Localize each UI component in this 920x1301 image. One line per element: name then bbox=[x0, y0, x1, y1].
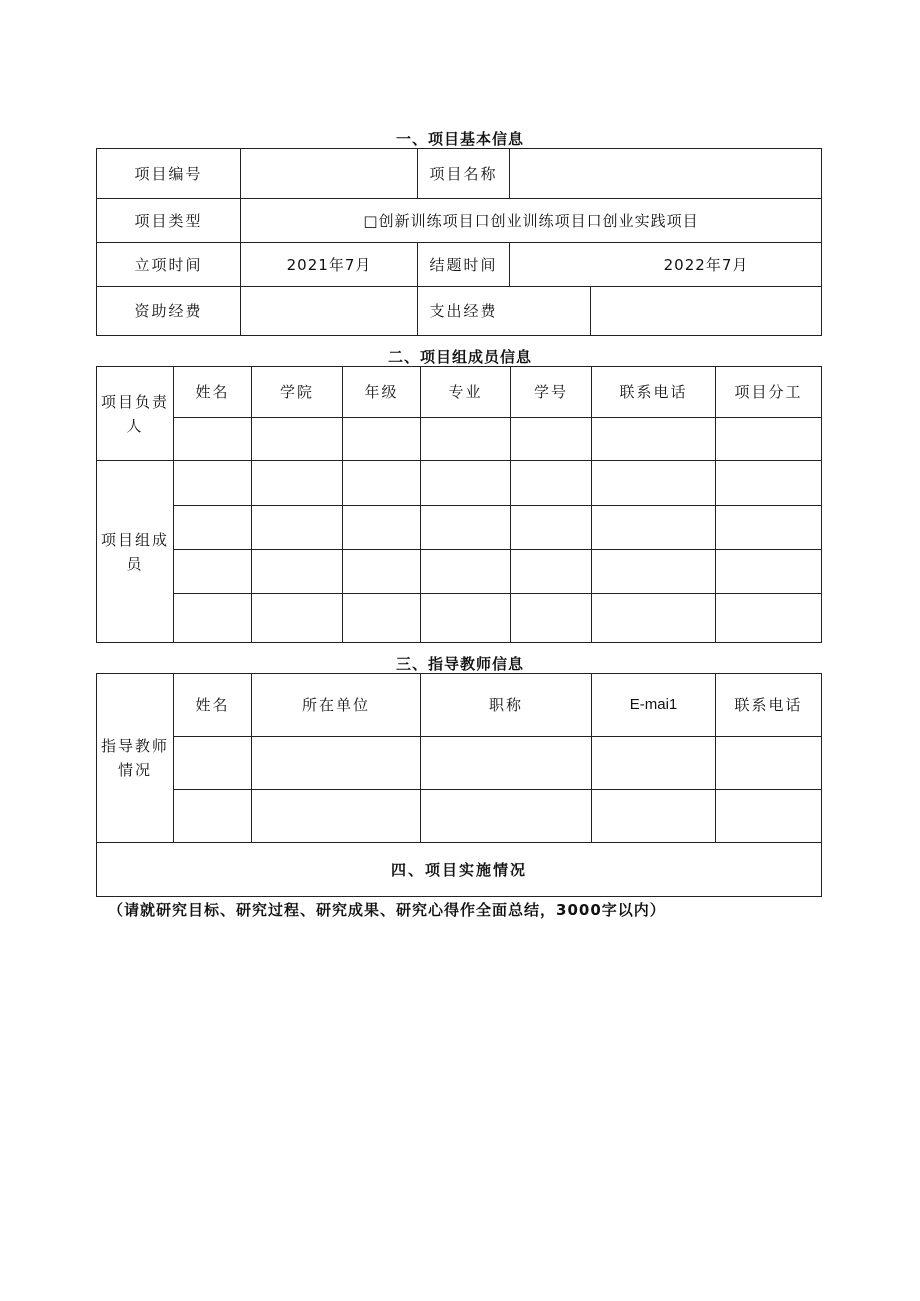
column-header-phone: 联系电话 bbox=[716, 674, 822, 737]
section-title-basic-info: 一、项目基本信息 bbox=[395, 130, 524, 148]
expense-field[interactable] bbox=[591, 287, 822, 336]
leader-label: 项目负责人 bbox=[97, 367, 174, 461]
basic-info-table bbox=[96, 148, 822, 336]
table-row bbox=[97, 790, 822, 843]
column-header-student-id: 学号 bbox=[511, 367, 592, 418]
column-header-grade: 年级 bbox=[343, 367, 421, 418]
table-cell[interactable] bbox=[716, 790, 822, 843]
column-header-major: 专业 bbox=[421, 367, 511, 418]
table-cell[interactable] bbox=[592, 461, 716, 506]
table-cell[interactable] bbox=[716, 506, 822, 550]
members-label: 项目组成员 bbox=[97, 461, 174, 643]
table-cell[interactable] bbox=[174, 790, 252, 843]
table-cell[interactable] bbox=[421, 594, 511, 643]
table-cell[interactable] bbox=[716, 737, 822, 790]
table-cell[interactable] bbox=[252, 461, 343, 506]
table-cell[interactable] bbox=[252, 418, 343, 461]
table-cell[interactable] bbox=[343, 461, 421, 506]
table-row bbox=[97, 594, 822, 643]
start-time-value: 2021年7月 bbox=[241, 243, 418, 287]
table-cell[interactable] bbox=[252, 737, 421, 790]
table-cell[interactable] bbox=[592, 418, 716, 461]
project-number-field[interactable] bbox=[241, 149, 418, 199]
table-cell[interactable] bbox=[592, 550, 716, 594]
funding-label: 资助经费 bbox=[97, 287, 241, 336]
table-cell[interactable] bbox=[511, 506, 592, 550]
expense-label: 支出经费 bbox=[418, 287, 591, 336]
column-header-name: 姓名 bbox=[174, 674, 252, 737]
end-time-label: 结题时间 bbox=[418, 243, 510, 287]
table-cell[interactable] bbox=[716, 418, 822, 461]
section-title-implementation: 四、项目实施情况 bbox=[97, 843, 822, 897]
end-time-value: 2022年7月 bbox=[510, 243, 822, 287]
table-cell[interactable] bbox=[174, 418, 252, 461]
table-cell[interactable] bbox=[421, 418, 511, 461]
table-cell[interactable] bbox=[421, 506, 511, 550]
table-cell[interactable] bbox=[716, 594, 822, 643]
table-cell[interactable] bbox=[511, 594, 592, 643]
funding-field[interactable] bbox=[241, 287, 418, 336]
table-cell[interactable] bbox=[252, 550, 343, 594]
table-row bbox=[97, 550, 822, 594]
implementation-note: （请就研究目标、研究过程、研究成果、研究心得作全面总结，3000字以内） bbox=[108, 901, 666, 919]
table-cell[interactable] bbox=[421, 550, 511, 594]
table-cell[interactable] bbox=[174, 594, 252, 643]
table-cell[interactable] bbox=[174, 550, 252, 594]
table-cell[interactable] bbox=[592, 506, 716, 550]
table-cell[interactable] bbox=[343, 506, 421, 550]
members-table bbox=[96, 366, 822, 643]
table-cell[interactable] bbox=[592, 790, 716, 843]
table-cell[interactable] bbox=[343, 550, 421, 594]
table-cell[interactable] bbox=[511, 418, 592, 461]
table-cell[interactable] bbox=[592, 737, 716, 790]
table-cell[interactable] bbox=[421, 461, 511, 506]
table-cell[interactable] bbox=[252, 594, 343, 643]
table-row bbox=[97, 737, 822, 790]
section-title-advisors: 三、指导教师信息 bbox=[395, 655, 524, 673]
table-cell[interactable] bbox=[174, 506, 252, 550]
table-cell[interactable] bbox=[511, 461, 592, 506]
column-header-division: 项目分工 bbox=[716, 367, 822, 418]
table-cell[interactable] bbox=[716, 550, 822, 594]
table-row bbox=[97, 461, 822, 506]
advisor-label: 指导教师情况 bbox=[97, 674, 174, 843]
table-cell[interactable] bbox=[421, 790, 592, 843]
table-cell[interactable] bbox=[174, 461, 252, 506]
table-cell[interactable] bbox=[252, 790, 421, 843]
table-row bbox=[97, 418, 822, 461]
table-cell[interactable] bbox=[252, 506, 343, 550]
table-cell[interactable] bbox=[716, 461, 822, 506]
column-header-title: 职称 bbox=[421, 674, 592, 737]
column-header-name: 姓名 bbox=[174, 367, 252, 418]
table-row bbox=[97, 506, 822, 550]
column-header-email: E-mai1 bbox=[592, 674, 716, 737]
project-number-label: 项目编号 bbox=[97, 149, 241, 199]
project-name-field[interactable] bbox=[510, 149, 822, 199]
project-type-label: 项目类型 bbox=[97, 199, 241, 243]
column-header-phone: 联系电话 bbox=[592, 367, 716, 418]
column-header-unit: 所在单位 bbox=[252, 674, 421, 737]
column-header-college: 学院 bbox=[252, 367, 343, 418]
project-name-label: 项目名称 bbox=[418, 149, 510, 199]
table-cell[interactable] bbox=[343, 418, 421, 461]
table-cell[interactable] bbox=[421, 737, 592, 790]
project-type-options[interactable]: □创新训练项目口创业训练项目口创业实践项目 bbox=[241, 199, 822, 243]
advisor-table bbox=[96, 673, 822, 897]
table-cell[interactable] bbox=[174, 737, 252, 790]
start-time-label: 立项时间 bbox=[97, 243, 241, 287]
table-cell[interactable] bbox=[511, 550, 592, 594]
section-title-members: 二、项目组成员信息 bbox=[387, 348, 532, 366]
table-cell[interactable] bbox=[592, 594, 716, 643]
table-cell[interactable] bbox=[343, 594, 421, 643]
